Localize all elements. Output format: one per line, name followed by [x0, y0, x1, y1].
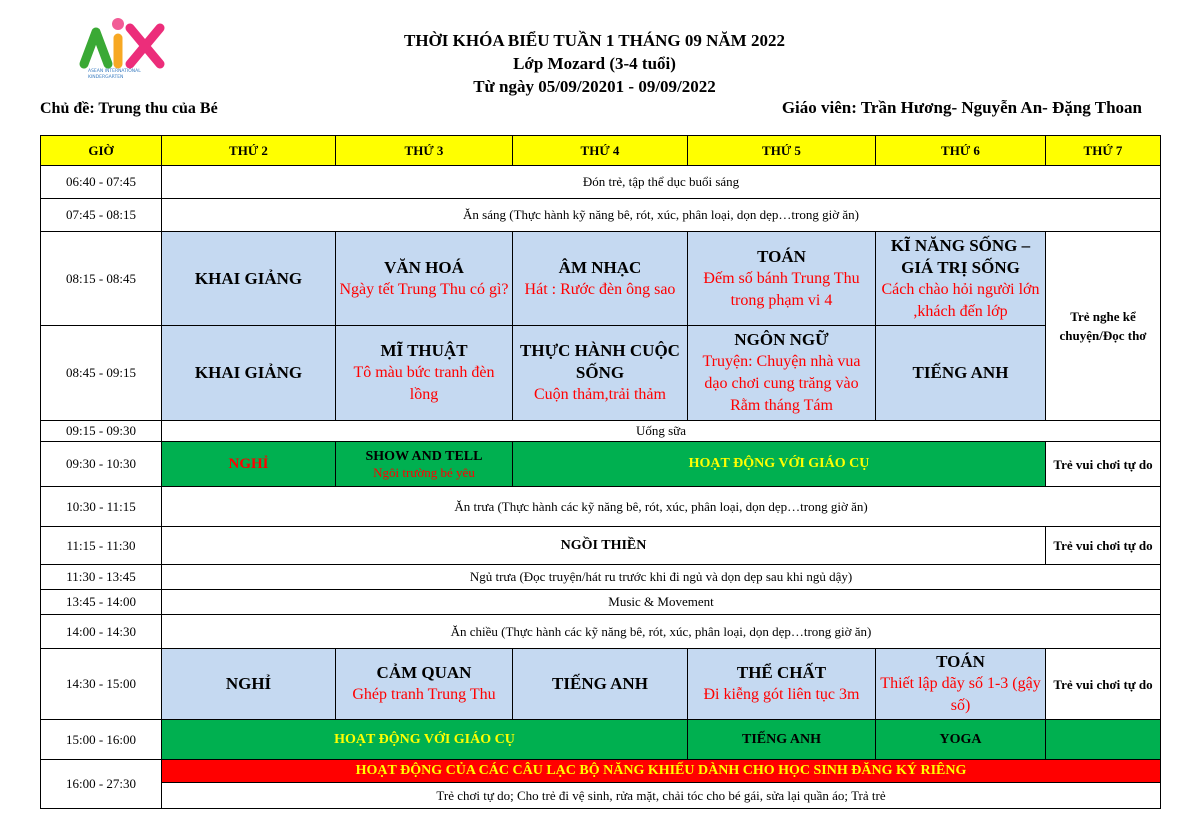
- lesson-subject: ÂM NHẠC: [558, 257, 642, 277]
- timetable: [40, 135, 1161, 809]
- col-header-thu: THỨ 5: [688, 136, 876, 166]
- saturday-note: Trẻ vui chơi tự do: [1046, 442, 1161, 487]
- col-header-fri: THỨ 6: [876, 136, 1046, 166]
- time-cell: 14:30 - 15:00: [41, 649, 162, 720]
- time-cell: 09:30 - 10:30: [41, 442, 162, 487]
- lesson-activity: Cách chào hỏi người lớn ,khách đến lớp: [881, 280, 1040, 320]
- lesson-subject: VĂN HOÁ: [384, 257, 464, 277]
- lesson-cell: [513, 232, 688, 326]
- col-header-mon: THỨ 2: [162, 136, 336, 166]
- lesson-activity: Ngày tết Trung Thu có gì?: [339, 280, 509, 298]
- lesson-cell: KHAI GIẢNG: [162, 232, 336, 326]
- time-cell: 09:15 - 09:30: [41, 421, 162, 442]
- table-row: [41, 166, 1161, 199]
- time-cell: 08:45 - 09:15: [41, 326, 162, 421]
- class-name: Lớp Mozard (3-4 tuổi): [513, 54, 676, 73]
- time-cell: 15:00 - 16:00: [41, 720, 162, 760]
- date-range: Từ ngày 05/09/20201 - 09/09/2022: [473, 77, 716, 96]
- teaching-tools-cell: HOẠT ĐỘNG VỚI GIÁO CỤ: [513, 442, 1046, 487]
- table-row: [41, 760, 1161, 783]
- table-row: [41, 199, 1161, 232]
- lesson-cell: [688, 649, 876, 720]
- lesson-cell: [876, 649, 1046, 720]
- table-row: [41, 527, 1161, 565]
- empty-cell: [1046, 720, 1161, 760]
- table-row: [41, 649, 1161, 720]
- merged-activity: Ăn chiều (Thực hành các kỹ năng bê, rót, xúc, phân loại, dọn dẹp…trong giờ ăn): [162, 615, 1161, 649]
- lesson-cell: KHAI GIẢNG: [162, 326, 336, 421]
- lesson-activity: Ngôi trường bé yêu: [373, 464, 475, 480]
- lesson-cell: [876, 232, 1046, 326]
- lesson-activity: Cuộn thảm,trải thảm: [534, 386, 666, 403]
- clubs-banner: HOẠT ĐỘNG CỦA CÁC CÂU LẠC BỘ NĂNG KHIẾU DÀNH CHO HỌC SINH ĐĂNG KÝ RIÊNG: [162, 760, 1161, 783]
- timetable-header-row: [41, 136, 1161, 166]
- table-row: [41, 421, 1161, 442]
- table-row: [41, 590, 1161, 615]
- lesson-subject: THỂ CHẤT: [736, 663, 827, 682]
- time-cell: 13:45 - 14:00: [41, 590, 162, 615]
- time-cell: 07:45 - 08:15: [41, 199, 162, 232]
- lesson-activity: Truyện: Chuyện nhà vua dạo chơi cung trăng vào Rằm tháng Tám: [702, 353, 861, 414]
- lesson-activity: Tô màu bức tranh đèn lồng: [353, 364, 495, 403]
- table-row: [41, 720, 1161, 760]
- time-cell: 11:30 - 13:45: [41, 565, 162, 590]
- table-row: [41, 615, 1161, 649]
- merged-activity: NGỒI THIỀN: [162, 527, 1046, 565]
- table-row: [41, 232, 1161, 326]
- logo-tagline-1: ASEAN INTERNATIONAL: [88, 69, 141, 74]
- time-cell: 08:15 - 08:45: [41, 232, 162, 326]
- teachers-label: Giáo viên: Trần Hương- Nguyễn An- Đặng Thoan: [781, 98, 1142, 117]
- lesson-cell: TIẾNG ANH: [688, 720, 876, 760]
- logo-tagline-2: KINDERGARTEN: [88, 75, 124, 80]
- time-cell: 14:00 - 14:30: [41, 615, 162, 649]
- table-row: [41, 783, 1161, 809]
- merged-activity: Ăn trưa (Thực hành các kỹ năng bê, rót, xúc, phân loại, dọn dẹp…trong giờ ăn): [162, 487, 1161, 527]
- merged-activity: Trẻ chơi tự do; Cho trẻ đi vệ sinh, rửa mặt, chải tóc cho bé gái, sửa lại quần áo; Trả trẻ: [162, 783, 1161, 809]
- lesson-cell: [336, 442, 513, 487]
- merged-activity: Ngủ trưa (Đọc truyện/hát ru trước khi đi ngủ và dọn dẹp sau khi ngủ dậy): [162, 565, 1161, 590]
- col-header-sat: THỨ 7: [1046, 136, 1161, 166]
- lesson-subject: TOÁN: [936, 652, 985, 671]
- lesson-cell: [336, 232, 513, 326]
- merged-activity: Đón trẻ, tập thể dục buổi sáng: [162, 166, 1161, 199]
- lesson-subject: THỰC HÀNH CUỘC SỐNG: [520, 341, 680, 382]
- table-row: [41, 326, 1161, 421]
- lesson-activity: Thiết lập dãy số 1-3 (gậy số): [880, 675, 1041, 714]
- lesson-cell: TIẾNG ANH: [876, 326, 1046, 421]
- table-row: [41, 442, 1161, 487]
- time-cell: 11:15 - 11:30: [41, 527, 162, 565]
- lesson-cell: TIẾNG ANH: [513, 649, 688, 720]
- rest-cell: NGHỈ: [162, 442, 336, 487]
- merged-activity: Music & Movement: [162, 590, 1161, 615]
- lesson-activity: Đếm số bánh Trung Thu trong phạm vi 4: [703, 269, 860, 309]
- lesson-cell: [688, 326, 876, 421]
- saturday-note: Trẻ vui chơi tự do: [1046, 649, 1161, 720]
- table-row: [41, 487, 1161, 527]
- time-cell: 06:40 - 07:45: [41, 166, 162, 199]
- col-header-wed: THỨ 4: [513, 136, 688, 166]
- lesson-subject: KĨ NĂNG SỐNG – GIÁ TRỊ SỐNG: [890, 235, 1031, 277]
- col-header-time: GIỜ: [41, 136, 162, 166]
- lesson-activity: Hát : Rước đèn ông sao: [524, 280, 676, 298]
- rest-cell: NGHỈ: [162, 649, 336, 720]
- lesson-subject: CẢM QUAN: [376, 663, 472, 682]
- saturday-note: Trẻ nghe kể chuyện/Đọc thơ: [1046, 232, 1161, 421]
- schedule-title: THỜI KHÓA BIỂU TUẦN 1 THÁNG 09 NĂM 2022: [404, 31, 785, 50]
- lesson-activity: Ghép tranh Trung Thu: [352, 686, 496, 703]
- time-cell: 16:00 - 27:30: [41, 760, 162, 809]
- saturday-note: Trẻ vui chơi tự do: [1046, 527, 1161, 565]
- lesson-cell: [336, 326, 513, 421]
- table-row: [41, 565, 1161, 590]
- merged-activity: Ăn sáng (Thực hành kỹ năng bê, rót, xúc, phân loại, dọn dẹp…trong giờ ăn): [162, 199, 1161, 232]
- lesson-cell: [688, 232, 876, 326]
- lesson-activity: Đi kiễng gót liên tục 3m: [703, 686, 860, 703]
- col-header-tue: THỨ 3: [336, 136, 513, 166]
- lesson-subject: TOÁN: [757, 246, 806, 266]
- lesson-cell: YOGA: [876, 720, 1046, 760]
- topic-label: Chủ đề: Trung thu của Bé: [40, 100, 218, 117]
- teaching-tools-cell: HOẠT ĐỘNG VỚI GIÁO CỤ: [162, 720, 688, 760]
- lesson-subject: SHOW AND TELL: [365, 448, 483, 464]
- lesson-subject: NGÔN NGỮ: [734, 330, 829, 349]
- lesson-cell: [513, 326, 688, 421]
- merged-activity: Uống sữa: [162, 421, 1161, 442]
- time-cell: 10:30 - 11:15: [41, 487, 162, 527]
- lesson-subject: MĨ THUẬT: [380, 341, 468, 360]
- lesson-cell: [336, 649, 513, 720]
